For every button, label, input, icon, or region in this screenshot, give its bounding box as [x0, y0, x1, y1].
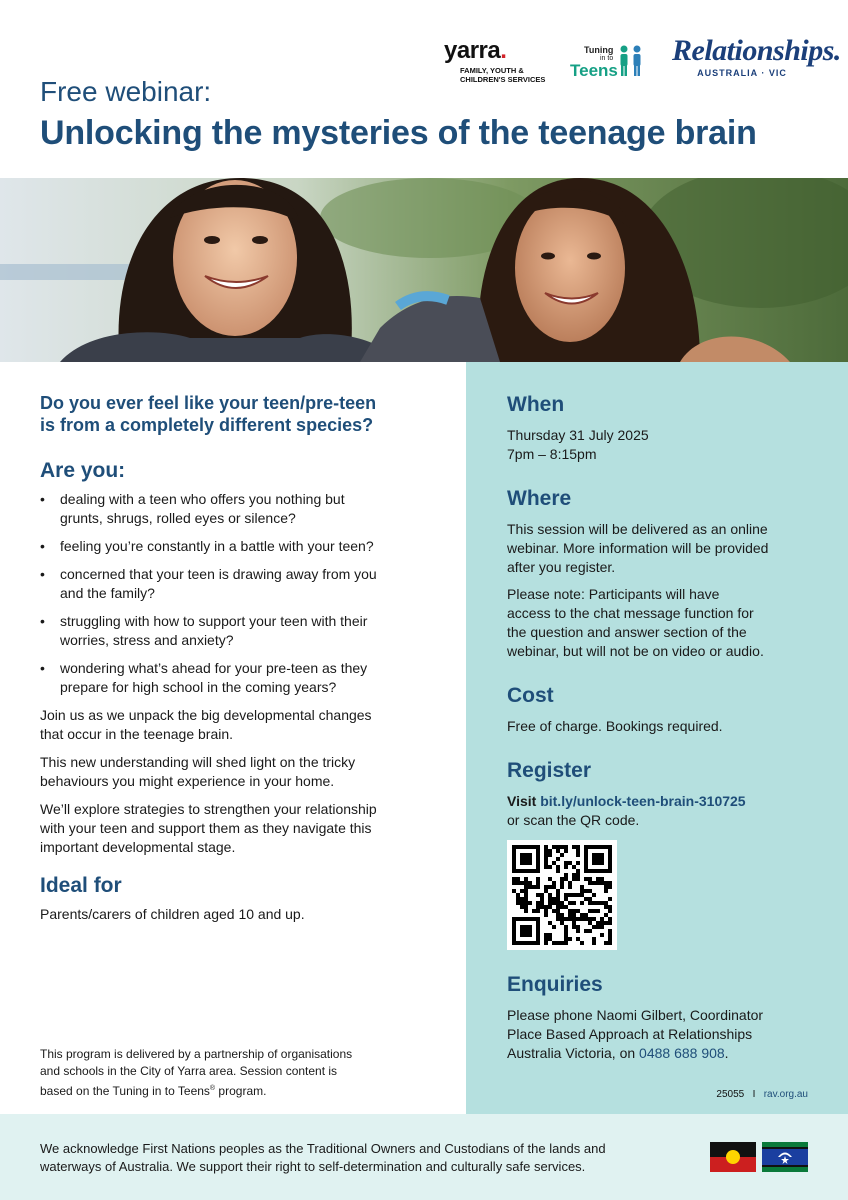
enquiries-text-span: Australia Victoria, on	[507, 1045, 640, 1061]
yarra-sub-line-1: FAMILY, YOUTH &	[460, 66, 524, 75]
website-link[interactable]: rav.org.au	[763, 1089, 808, 1100]
paragraph	[40, 706, 432, 744]
list-item-line: • wondering what’s ahead for your pre-teen as they	[60, 660, 368, 676]
phone-link[interactable]: 0488 688 908	[639, 1045, 725, 1061]
list-item-line: grunts, shrugs, rolled eyes or silence?	[60, 510, 296, 526]
note-line: the question and answer section of the	[507, 624, 747, 640]
intro-question-line-2: is from a completely different species?	[40, 415, 374, 435]
footnote-text: based on the Tuning in to Teens	[40, 1084, 210, 1098]
list-item-line: • dealing with a teen who offers you nothing but	[60, 491, 345, 507]
pretitle: Free webinar:	[40, 76, 212, 107]
note-line: access to the chat message function for	[507, 605, 754, 621]
register-visit-line	[507, 792, 817, 811]
teens-word: Teens	[570, 61, 618, 80]
where-text	[507, 520, 817, 577]
intro-question-line-1: Do you ever feel like your teen/pre-teen	[40, 393, 377, 413]
list-item-line: worries, stress and anxiety?	[60, 632, 234, 648]
in-to-word: in to	[600, 55, 614, 62]
tuning-word: Tuning	[584, 45, 614, 55]
relationships-australia-logo	[672, 34, 841, 78]
enquiries-text	[507, 1006, 817, 1063]
period: .	[724, 1045, 729, 1061]
partnership-footnote	[40, 1046, 420, 1100]
paragraph-line: Join us as we unpack the big developmental changes	[40, 707, 372, 723]
yarra-dot: .	[500, 37, 507, 64]
register-link[interactable]: bit.ly/unlock-teen-brain-310725	[540, 793, 746, 809]
acknowledgement-line: We acknowledge First Nations peoples as the Traditional Owners and Custodians of the lands and	[40, 1141, 606, 1156]
where-line: This session will be delivered as an online	[507, 521, 768, 537]
acknowledgement-line: waterways of Australia. We support their right to self-determination and culturally safe services.	[40, 1159, 586, 1174]
enquiries-line: Place Based Approach at Relationships	[507, 1026, 753, 1042]
reference-code: 25055	[716, 1089, 745, 1100]
yarra-wordmark: yarra	[444, 37, 501, 64]
paragraph-line: This new understanding will shed light on the tricky	[40, 754, 356, 770]
are-you-heading: Are you:	[40, 459, 126, 482]
list-item-line: • feeling you’re constantly in a battle with your teen?	[60, 538, 374, 554]
enquiries-heading: Enquiries	[507, 973, 603, 996]
paragraph	[40, 800, 432, 857]
paragraph-line: behaviours you might experience in your home.	[40, 773, 335, 789]
footnote-line: This program is delivered by a partnership of organisations	[40, 1047, 353, 1061]
footnote-line	[40, 1080, 420, 1100]
aboriginal-flag-icon	[710, 1142, 756, 1172]
qr-code-icon[interactable]	[507, 840, 617, 950]
register-heading: Register	[507, 759, 592, 782]
list-item-line: • struggling with how to support your teen with their	[60, 613, 368, 629]
cost-text: Free of charge. Bookings required.	[507, 718, 723, 734]
where-line: webinar. More information will be provided	[507, 540, 769, 556]
acknowledgement-text	[40, 1140, 670, 1176]
when-time: 7pm – 8:15pm	[507, 446, 597, 462]
details-panel	[466, 362, 848, 1114]
ideal-for-text: Parents/carers of children aged 10 and up.	[40, 906, 305, 922]
tuning-in-to-teens-logo	[570, 38, 650, 82]
partner-logos	[444, 34, 841, 84]
list-item	[40, 612, 432, 650]
tuning-in-to-teens-figures-icon	[616, 44, 646, 78]
separator: I	[752, 1089, 756, 1100]
visit-label: Visit	[507, 793, 537, 809]
intro-question	[40, 392, 432, 436]
note-line: Please note: Participants will have	[507, 586, 720, 602]
where-line: after you register.	[507, 559, 616, 575]
left-column	[40, 392, 432, 933]
relationships-wordmark: Relationships.	[672, 34, 841, 67]
paragraph-line: that occur in the teenage brain.	[40, 726, 234, 742]
header	[0, 0, 848, 178]
enquiries-line	[507, 1044, 817, 1063]
when-heading: When	[507, 393, 565, 416]
note-line: webinar, but will not be on video or audio.	[507, 643, 764, 659]
paragraph-line: with your teen and support them as they navigate this	[40, 820, 372, 836]
are-you-list	[40, 490, 432, 697]
where-note	[507, 585, 817, 661]
enquiries-line: Please phone Naomi Gilbert, Coordinator	[507, 1007, 764, 1023]
list-item-line: prepare for high school in the coming years?	[60, 679, 337, 695]
scan-text: or scan the QR code.	[507, 812, 640, 828]
hero-photo	[0, 178, 848, 362]
list-item	[40, 490, 432, 528]
list-item-line: and the family?	[60, 585, 155, 601]
paragraph-line: We’ll explore strategies to strengthen your relationship	[40, 801, 377, 817]
paragraph	[40, 753, 432, 791]
relationships-sub: AUSTRALIA · VIC	[697, 68, 787, 78]
acknowledgement-footer	[0, 1114, 848, 1200]
yarra-logo	[444, 38, 548, 84]
cost-heading: Cost	[507, 684, 554, 707]
where-heading: Where	[507, 487, 572, 510]
list-item	[40, 537, 432, 556]
page-title: Unlocking the mysteries of the teenage brain	[40, 114, 757, 152]
paragraph-line: important developmental stage.	[40, 839, 236, 855]
torres-strait-islander-flag-icon	[762, 1142, 808, 1172]
registered-mark: ®	[209, 1085, 216, 1092]
footnote-line: and schools in the City of Yarra area. Session content is	[40, 1064, 338, 1078]
list-item-line: • concerned that your teen is drawing away from you	[60, 566, 377, 582]
when-date: Thursday 31 July 2025	[507, 427, 649, 443]
yarra-sub-line-2: CHILDREN'S SERVICES	[460, 75, 546, 84]
list-item	[40, 565, 432, 603]
footnote-text: program.	[215, 1084, 267, 1098]
reference-tag	[716, 1089, 808, 1100]
ideal-for-heading: Ideal for	[40, 874, 122, 897]
list-item	[40, 659, 432, 697]
body-paragraphs	[40, 706, 432, 857]
